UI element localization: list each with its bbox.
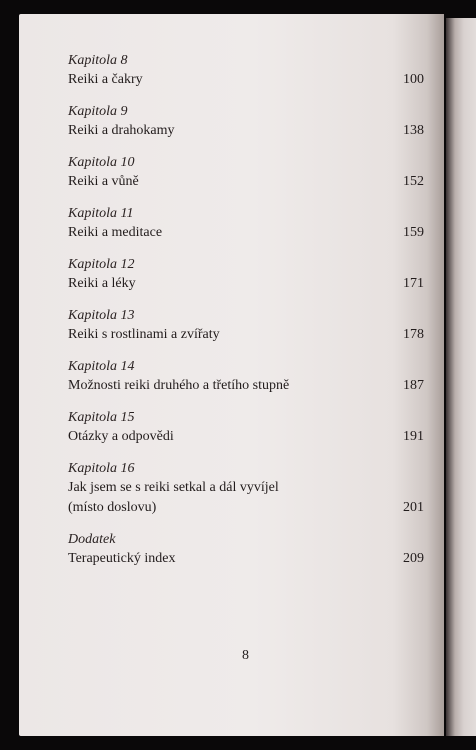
page-number: 201	[403, 500, 424, 515]
chapter-title: Terapeutický index	[68, 551, 176, 566]
chapter-title: Reiki a drahokamy	[68, 123, 175, 138]
page-number: 171	[403, 276, 424, 291]
toc-entry	[68, 103, 424, 141]
toc-entry	[68, 256, 424, 294]
chapter-title: Otázky a odpovědi	[68, 429, 174, 444]
chapter-title: Reiki s rostlinami a zvířaty	[68, 327, 220, 342]
toc-entry	[68, 358, 424, 396]
toc-entry	[68, 307, 424, 345]
page-folio-number: 8	[242, 648, 249, 663]
chapter-label: Kapitola 12	[68, 257, 135, 272]
next-page-edge	[446, 18, 476, 736]
chapter-title: Reiki a vůně	[68, 174, 139, 189]
chapter-label: Kapitola 9	[68, 104, 128, 119]
page-number: 138	[403, 123, 424, 138]
toc-entry	[68, 154, 424, 192]
chapter-title: Možnosti reiki druhého a třetího stupně	[68, 378, 290, 393]
page-number: 178	[403, 327, 424, 342]
chapter-label: Kapitola 8	[68, 53, 128, 68]
page-number: 159	[403, 225, 424, 240]
chapter-label: Kapitola 11	[68, 206, 134, 221]
chapter-title: Jak jsem se s reiki setkal a dál vyvíjel (místo doslovu)	[68, 480, 279, 515]
chapter-label: Dodatek	[68, 532, 116, 547]
chapter-label: Kapitola 13	[68, 308, 135, 323]
chapter-title: Reiki a léky	[68, 276, 136, 291]
toc-entry	[68, 531, 424, 569]
toc-entry	[68, 52, 424, 90]
chapter-title: Reiki a meditace	[68, 225, 163, 240]
page-number: 152	[403, 174, 424, 189]
page-number: 100	[403, 72, 424, 87]
page-number: 209	[403, 551, 424, 566]
page-number: 187	[403, 378, 424, 393]
chapter-label: Kapitola 14	[68, 359, 135, 374]
chapter-label: Kapitola 15	[68, 410, 135, 425]
toc-entry	[68, 409, 424, 447]
chapter-label: Kapitola 10	[68, 155, 135, 170]
toc-entry	[68, 460, 424, 518]
page-number: 191	[403, 429, 424, 444]
toc-entry	[68, 205, 424, 243]
chapter-title: Reiki a čakry	[68, 72, 143, 87]
chapter-label: Kapitola 16	[68, 461, 135, 476]
